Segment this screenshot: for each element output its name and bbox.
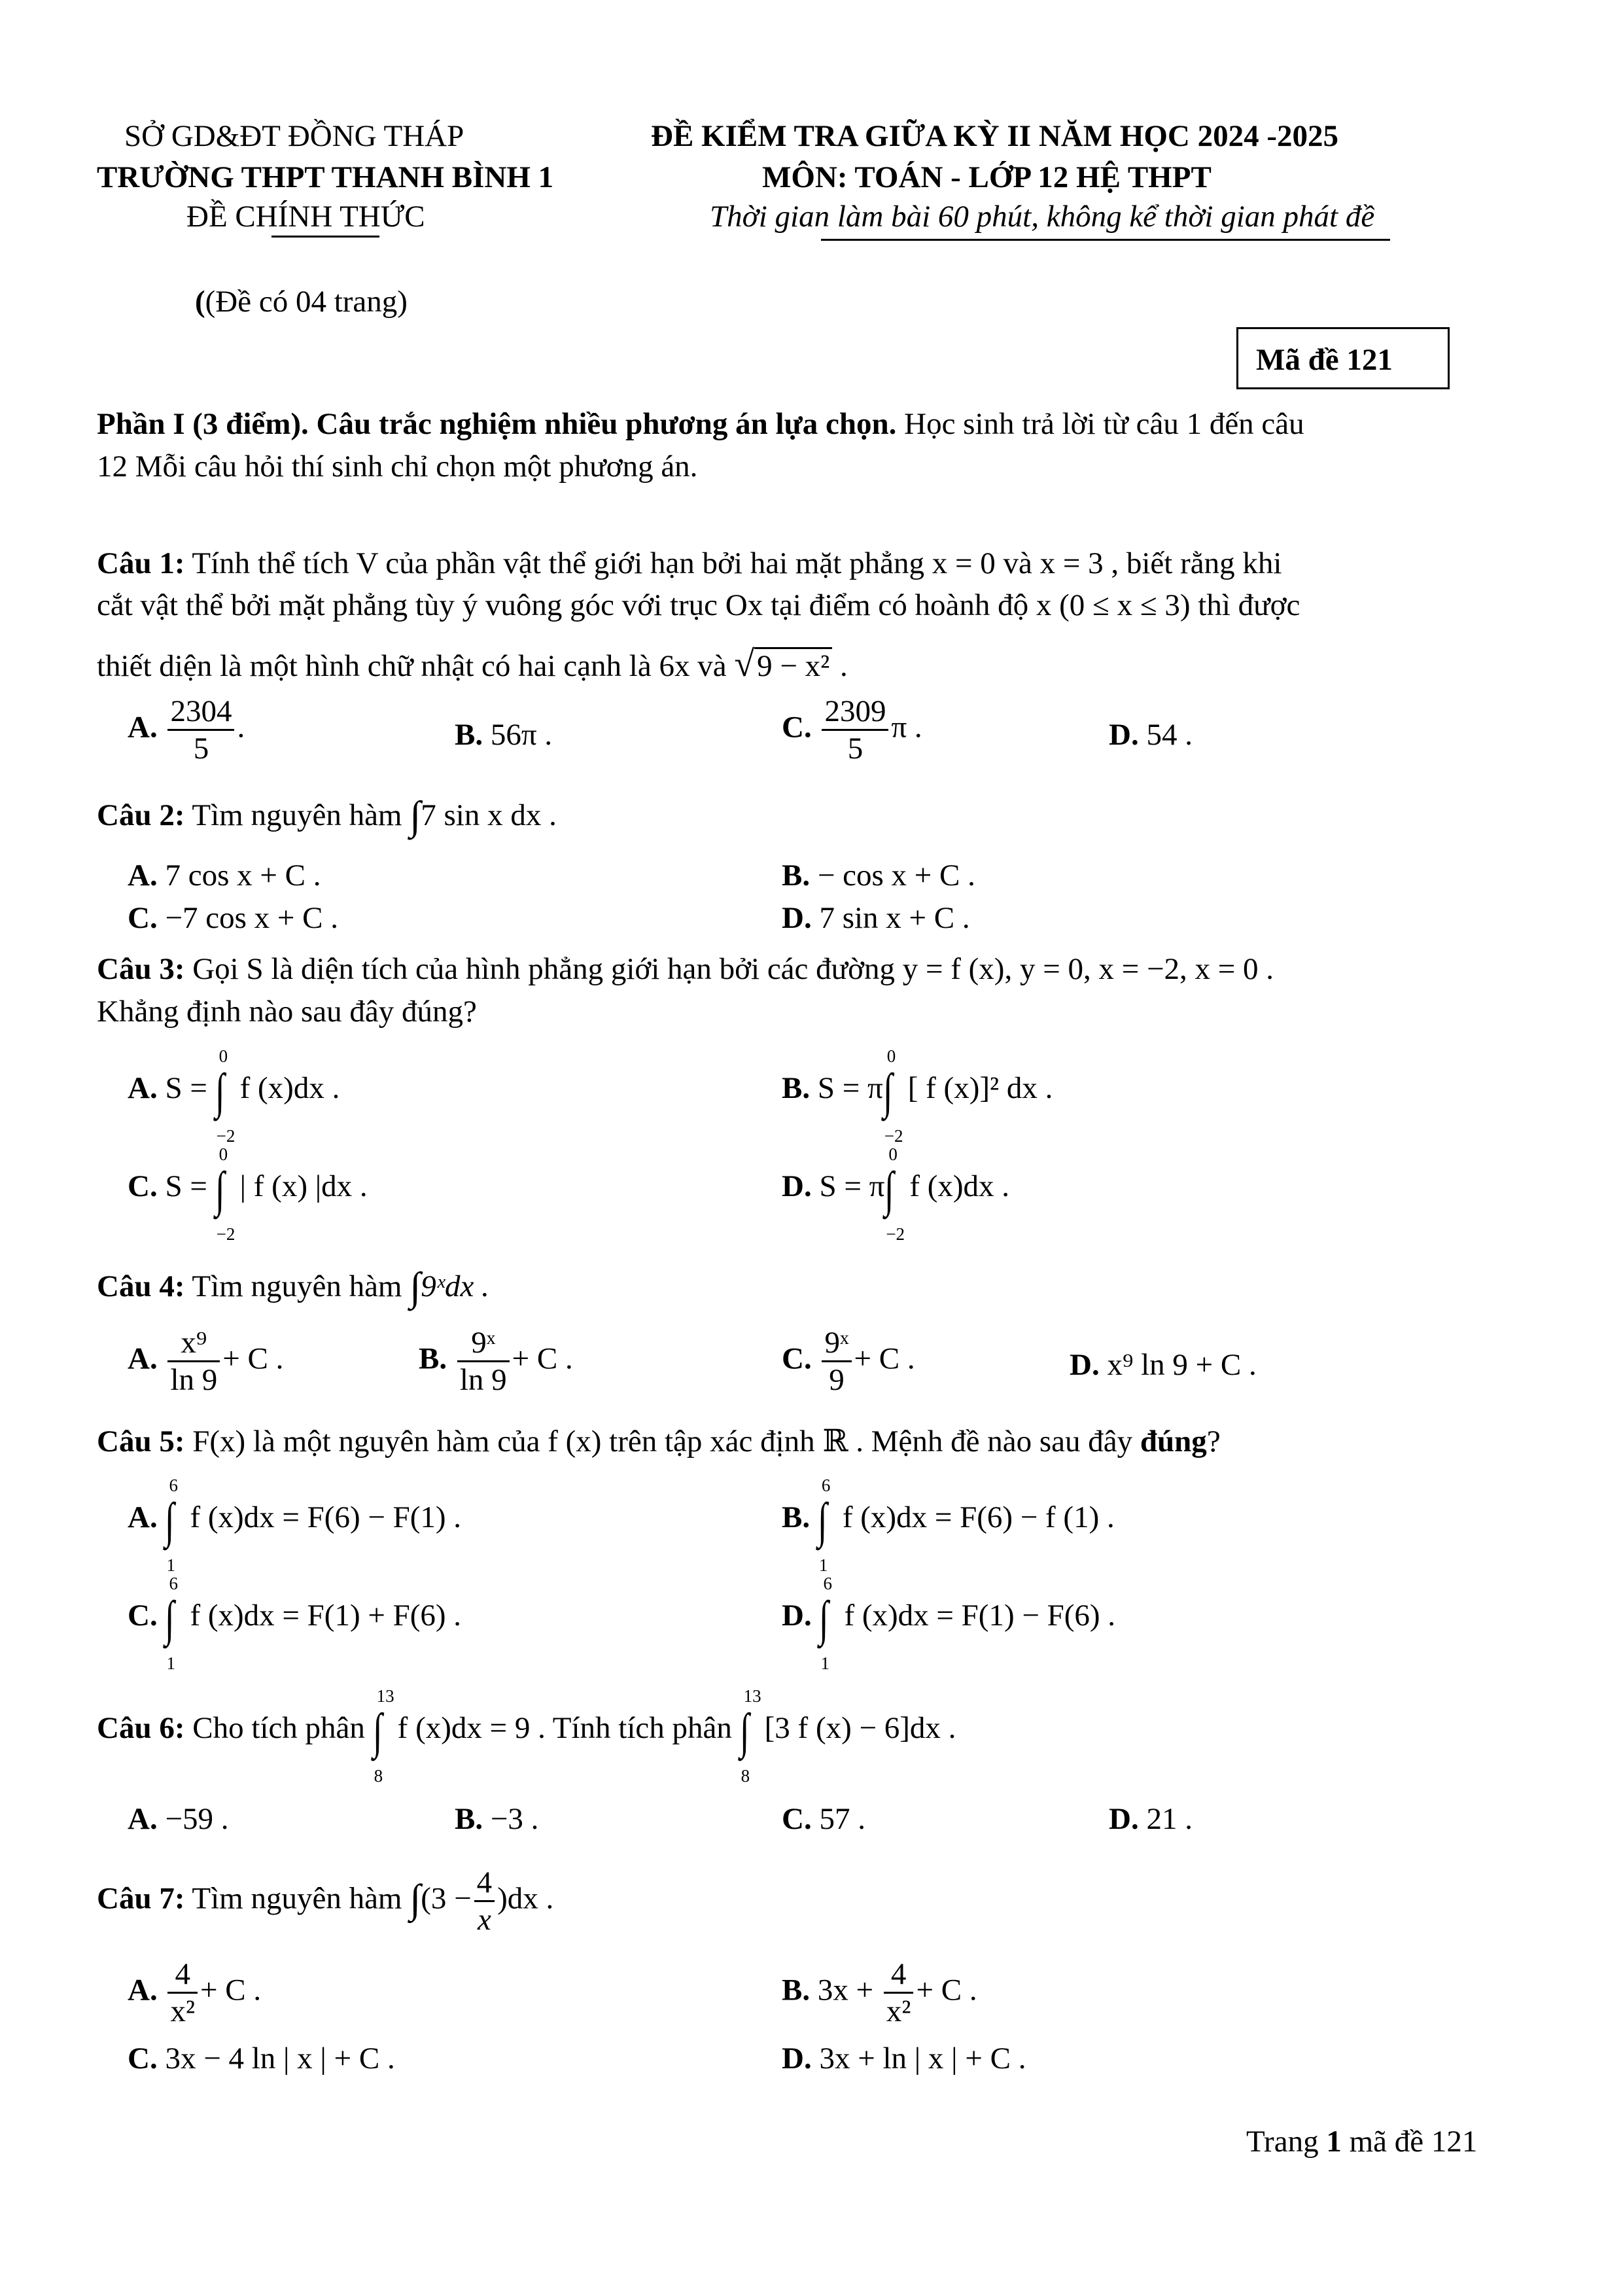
q1-line2: cắt vật thể bởi mặt phẳng tùy ý vuông góc với trục Ox tại điểm có hoành độ x (0 ≤ x ≤ 3) thì được [97, 588, 1300, 622]
q7-option-a[interactable]: A. $\frac{4}{\text{x²}}$ + C . [128, 1957, 262, 2029]
q4-option-c[interactable]: C. $\frac{\text{9ˣ}}{9}$ + C . [782, 1326, 915, 1398]
q7-stem: Câu 7: Tìm nguyên hàm ∫(3 − $\frac{4}{x}$ )dx . [97, 1865, 554, 1937]
q4-option-b[interactable]: B. $\frac{\text{9ˣ}}{\ln 9}$ + C . [419, 1326, 573, 1398]
q3-option-a[interactable]: A. S = 0 ∫ −2 f (x)dx . [128, 1046, 340, 1146]
q4-option-d[interactable]: D. x⁹ ln 9 + C . [1070, 1348, 1257, 1382]
q6-label: Câu 6: [97, 1710, 185, 1745]
q3-line1: Câu 3: Gọi S là diện tích của hình phẳng giới hạn bởi các đường y = f (x), y = 0, x = −2, x = 0 . [97, 952, 1274, 986]
q2-option-c[interactable]: C. −7 cos x + C . [128, 901, 338, 935]
q7-label: Câu 7: [97, 1881, 185, 1916]
q6-stem: Câu 6: Cho tích phân 13 ∫ 8 f (x)dx = 9 . Tính tích phân 13 ∫ 8 [3 f (x) − 6]dx . [97, 1686, 956, 1786]
q2-label: Câu 2: [97, 798, 185, 832]
q3-line2: Khẳng định nào sau đây đúng? [97, 995, 477, 1029]
q3-option-c[interactable]: C. S = 0 ∫ −2 | f (x) |dx . [128, 1144, 368, 1244]
q1-label: Câu 1: [97, 546, 185, 580]
page-number: 1 [1326, 2125, 1342, 2159]
q6-option-a[interactable]: A. −59 . [128, 1802, 229, 1836]
q1-option-c[interactable]: C. $\frac{2309}{5}$ π . [782, 694, 922, 766]
page-footer: Trang 1 mã đề 121 [1246, 2125, 1478, 2159]
q1-option-a[interactable]: A. $\frac{2304}{5}$ . [128, 694, 245, 766]
q2-option-d[interactable]: D. 7 sin x + C . [782, 901, 970, 935]
q1-line1: Câu 1: Tính thể tích V của phần vật thể giới hạn bởi hai mặt phẳng x = 0 và x = 3 , biết rằng khi [97, 546, 1282, 580]
q3-label: Câu 3: [97, 952, 185, 986]
q3-option-b[interactable]: B. S = π 0 ∫ −2 [ f (x)]² dx . [782, 1046, 1053, 1146]
q1-sqrt: 9 − x² [754, 647, 832, 683]
q5-option-d[interactable]: D. 6 ∫ 1 f (x)dx = F(1) − F(6) . [782, 1574, 1116, 1673]
pages-note: ((Đề có 04 trang) [195, 285, 408, 319]
q3-option-d[interactable]: D. S = π 0 ∫ −2 f (x)dx . [782, 1144, 1010, 1244]
q2-stem: Câu 2: Tìm nguyên hàm ∫7 sin x dx . [97, 794, 557, 838]
q4-option-a[interactable]: A. $\frac{\text{x⁹}}{\ln 9}$ + C . [128, 1326, 284, 1398]
q5-stem: Câu 5: F(x) là một nguyên hàm của f (x) trên tập xác định ℝ . Mệnh đề nào sau đây đúng? [97, 1424, 1221, 1458]
q6-option-c[interactable]: C. 57 . [782, 1802, 865, 1836]
q4-label: Câu 4: [97, 1269, 185, 1303]
q1-option-d[interactable]: D. 54 . [1109, 718, 1193, 752]
official-label: ĐỀ CHÍNH THỨC [186, 200, 425, 234]
q6-option-b[interactable]: B. −3 . [455, 1802, 539, 1836]
q5-option-c[interactable]: C. 6 ∫ 1 f (x)dx = F(1) + F(6) . [128, 1574, 462, 1673]
time-note: Thời gian làm bài 60 phút, không kể thời gian phát đề [710, 200, 1375, 234]
q1-line3: thiết diện là một hình chữ nhật có hai cạnh là 6x và √9 − x² . [97, 644, 848, 684]
school-name: TRƯỜNG THPT THANH BÌNH 1 [97, 160, 554, 194]
exam-code: Mã đề 121 [1256, 343, 1393, 377]
q7-option-d[interactable]: D. 3x + ln | x | + C . [782, 2041, 1026, 2075]
exam-title: ĐỀ KIỂM TRA GIỮA KỲ II NĂM HỌC 2024 -2025 [651, 119, 1339, 153]
q6-option-d[interactable]: D. 21 . [1109, 1802, 1193, 1836]
official-underline [271, 236, 379, 238]
subject-line: MÔN: TOÁN - LỚP 12 HỆ THPT [762, 160, 1212, 194]
time-underline [821, 239, 1390, 241]
q5-label: Câu 5: [97, 1424, 185, 1458]
department-name: SỞ GD&ĐT ĐỒNG THÁP [124, 119, 464, 153]
q7-option-c[interactable]: C. 3x − 4 ln | x | + C . [128, 2041, 395, 2075]
q7-option-b[interactable]: B. 3x + $\frac{4}{\text{x²}}$ + C . [782, 1957, 977, 2029]
q2-option-a[interactable]: A. 7 cos x + C . [128, 858, 321, 892]
q5-option-b[interactable]: B. 6 ∫ 1 f (x)dx = F(6) − f (1) . [782, 1475, 1115, 1575]
q2-option-b[interactable]: B. − cos x + C . [782, 858, 975, 892]
q1-option-b[interactable]: B. 56π . [455, 718, 553, 752]
part1-title-line2: 12 Mỗi câu hỏi thí sinh chỉ chọn một phương án. [97, 450, 698, 484]
q5-option-a[interactable]: A. 6 ∫ 1 f (x)dx = F(6) − F(1) . [128, 1475, 462, 1575]
part1-title: Phần I (3 điểm). Câu trắc nghiệm nhiều phương án lựa chọn. Học sinh trả lời từ câu 1 đến câu [97, 407, 1304, 441]
q4-stem: Câu 4: Tìm nguyên hàm ∫9ˣdx . [97, 1265, 489, 1309]
